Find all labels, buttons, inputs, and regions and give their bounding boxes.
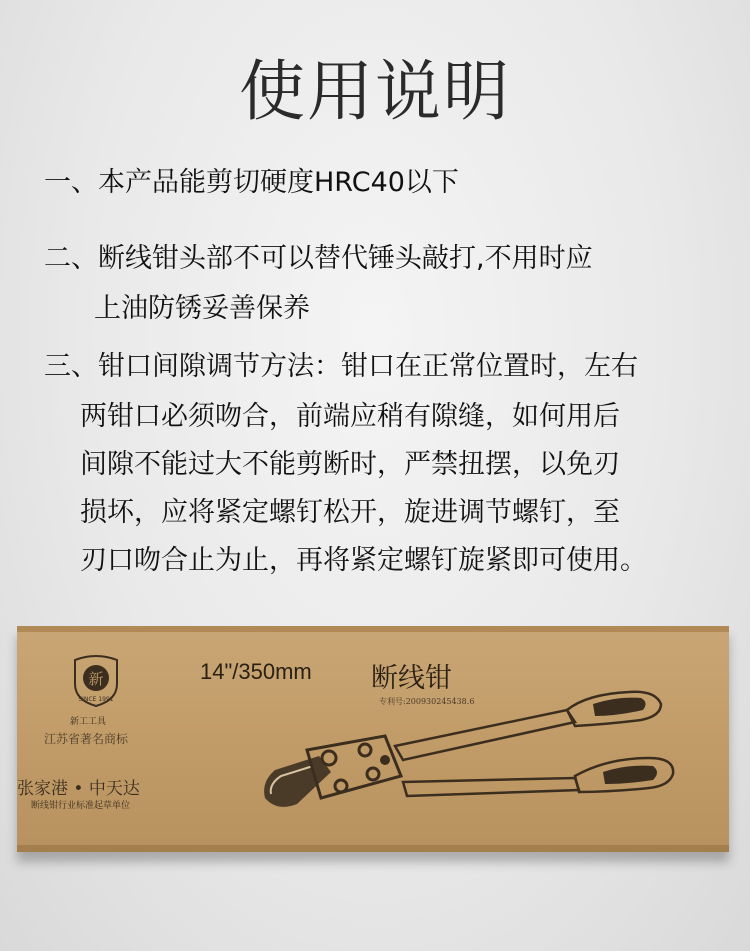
instruction-3-line-1: 三、钳口间隙调节方法：钳口在正常位置时，左右	[44, 351, 638, 382]
brand-name: 新工工具	[70, 717, 107, 727]
box-bottom-edge	[17, 845, 729, 852]
instruction-2-line-1: 二、断线钳头部不可以替代锤头敲打,不用时应	[44, 243, 593, 274]
box-top-edge	[17, 626, 729, 632]
instruction-3-line-5: 刃口吻合止为止，再将紧定螺钉旋紧即可使用。	[80, 545, 647, 576]
instruction-1: 一、本产品能剪切硬度HRC40以下	[44, 167, 459, 198]
patent-number: 专利号:200930245438.6	[379, 697, 475, 706]
brand-logo-icon	[69, 654, 123, 708]
page-title: 使用说明	[239, 53, 511, 130]
model-size: 14"/350mm	[200, 659, 312, 684]
product-box	[17, 626, 729, 852]
instruction-2-line-2: 上油防锈妥善保养	[94, 293, 310, 324]
city-brand: 张家港 • 中天达	[17, 779, 140, 799]
instruction-3-line-4: 损坏，应将紧定螺钉松开，旋进调节螺钉，至	[80, 497, 620, 528]
trademark-text: 江苏省著名商标	[44, 732, 129, 746]
bolt-cutter-icon	[257, 686, 697, 826]
instruction-3-line-2: 两钳口必须吻合，前端应稍有隙缝，如何用后	[80, 401, 620, 432]
industry-text: 断线钳行业标准起草单位	[31, 801, 131, 811]
logo-since: SINCE 1991	[78, 696, 114, 703]
product-name: 断线钳	[371, 663, 452, 694]
instruction-3-line-3: 间隙不能过大不能剪断时，严禁扭摆，以免刃	[80, 449, 620, 480]
logo-char: 新	[88, 670, 104, 688]
